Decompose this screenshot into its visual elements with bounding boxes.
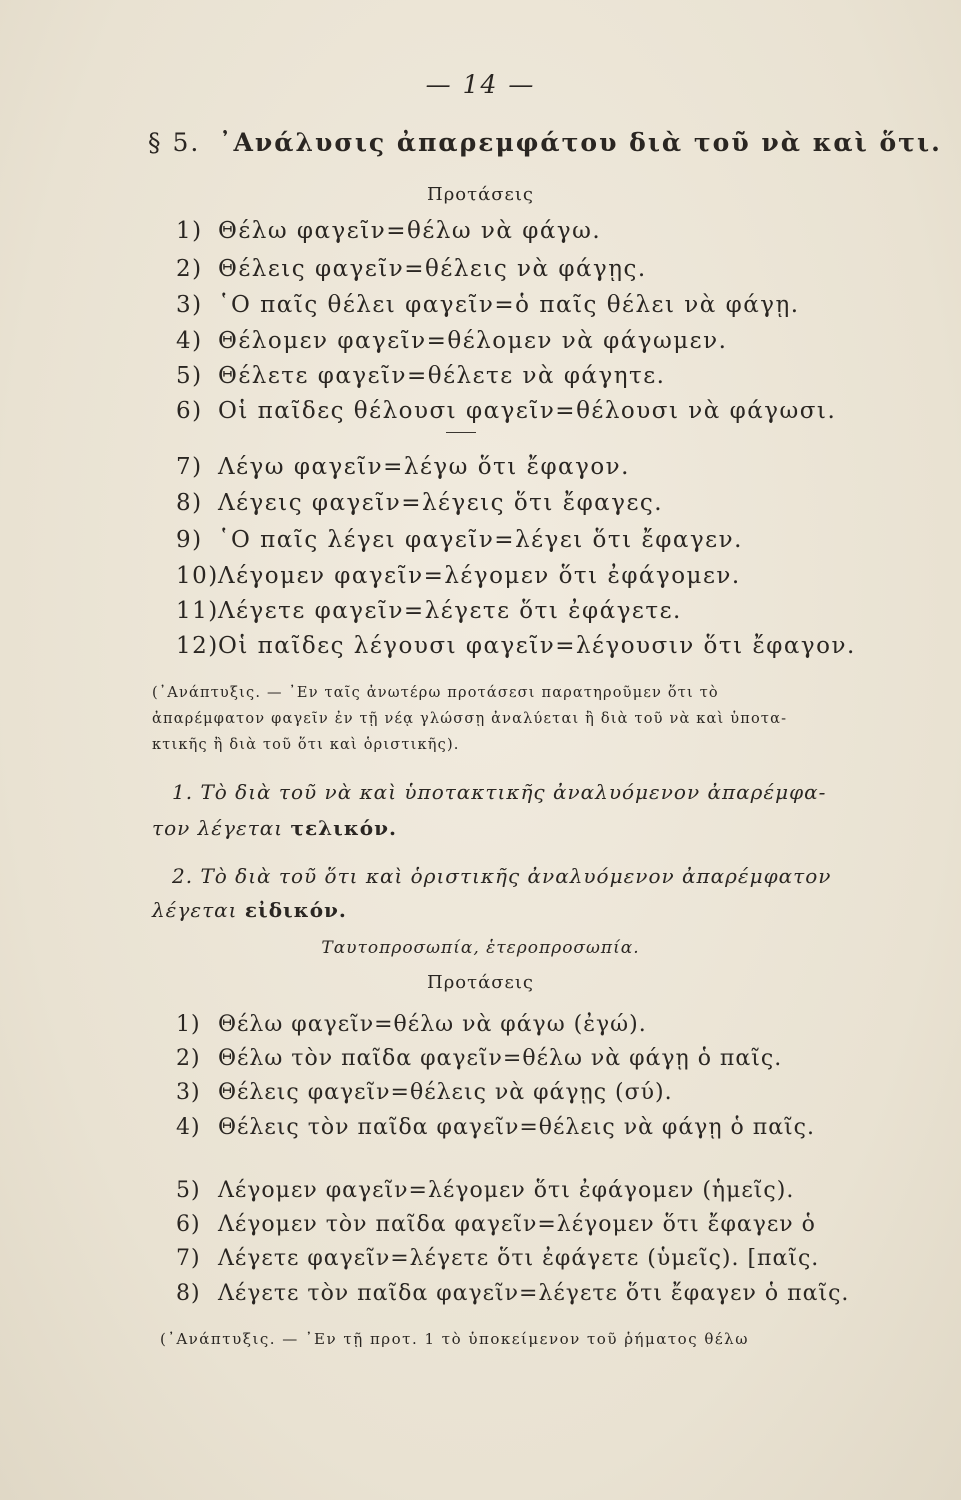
heading-protaseis-2: Προτάσεις (427, 972, 534, 993)
rule-1-line-2: τον λέγεται τελικόν. (152, 816, 397, 840)
sentence-row: 6) Οἱ παῖδες θέλουσι φαγεῖν=θέλουσι νὰ φάγωσι. (176, 398, 837, 424)
sentence-row: 2) Θέλω τὸν παῖδα φαγεῖν=θέλω νὰ φάγῃ ὁ παῖς. (176, 1046, 783, 1071)
sentence-row: 4) Θέλομεν φαγεῖν=θέλομεν νὰ φάγωμεν. (176, 328, 728, 354)
sentence-row: 2) Θέλεις φαγεῖν=θέλεις νὰ φάγῃς. (176, 256, 647, 282)
rule-2-line-1: 2. Τὸ διὰ τοῦ ὅτι καὶ ὁριστικῆς ἀναλυόμενον ἀπαρέμφατον (172, 864, 832, 888)
explanation-line: κτικῆς ἢ διὰ τοῦ ὅτι καὶ ὁριστικῆς). (152, 737, 460, 753)
sentence-row: 8) Λέγετε τὸν παῖδα φαγεῖν=λέγετε ὅτι ἔφαγεν ὁ παῖς. (176, 1281, 850, 1306)
rule-2-line-2: λέγεται εἰδικόν. (152, 898, 347, 922)
page-number: — 14 — (425, 70, 536, 99)
sentence-row: 5) Θέλετε φαγεῖν=θέλετε νὰ φάγητε. (176, 363, 666, 389)
sentence-row: 7) Λέγετε φαγεῖν=λέγετε ὅτι ἐφάγετε (ὑμεῖς). [παῖς. (176, 1246, 820, 1271)
subheading: Ταυτοπροσωπία, ἑτεροπροσωπία. (321, 938, 640, 958)
explanation-line: (᾿Ανάπτυξις. — ᾿Εν ταῖς ἀνωτέρω προτάσεσι παρατηροῦμεν ὅτι τὸ (152, 685, 719, 701)
sentence-row: 7) Λέγω φαγεῖν=λέγω ὅτι ἔφαγον. (176, 454, 630, 480)
explanation-line: ἀπαρέμφατον φαγεῖν ἐν τῇ νέᾳ γλώσσῃ ἀναλύεται ἢ διὰ τοῦ νὰ καὶ ὑποτα- (152, 711, 788, 727)
sentence-row: 1) Θέλω φαγεῖν=θέλω νὰ φάγω. (176, 218, 602, 244)
sentence-row: 3) ῾Ο παῖς θέλει φαγεῖν=ὁ παῖς θέλει νὰ φάγῃ. (176, 292, 800, 318)
separator-dash (446, 432, 476, 433)
sentence-row: 5) Λέγομεν φαγεῖν=λέγομεν ὅτι ἐφάγομεν (ἡμεῖς). (176, 1178, 795, 1203)
explanation-line-bottom: (᾿Ανάπτυξις. — ᾿Εν τῇ προτ. 1 τὸ ὑποκείμενον τοῦ ῥήματος θέλω (160, 1330, 749, 1348)
sentence-row: 11)Λέγετε φαγεῖν=λέγετε ὅτι ἐφάγετε. (176, 598, 682, 624)
rule-1-line-1: 1. Τὸ διὰ τοῦ νὰ καὶ ὑποτακτικῆς ἀναλυόμενον ἀπαρέμφα- (172, 780, 827, 804)
sentence-row: 1) Θέλω φαγεῖν=θέλω νὰ φάγω (ἐγώ). (176, 1012, 647, 1037)
sentence-row: 4) Θέλεις τὸν παῖδα φαγεῖν=θέλεις νὰ φάγῃ ὁ παῖς. (176, 1115, 815, 1140)
sentence-row: 3) Θέλεις φαγεῖν=θέλεις νὰ φάγῃς (σύ). (176, 1080, 673, 1105)
sentence-row: 6) Λέγομεν τὸν παῖδα φαγεῖν=λέγομεν ὅτι ἔφαγεν ὁ (176, 1212, 816, 1237)
sentence-row: 8) Λέγεις φαγεῖν=λέγεις ὅτι ἔφαγες. (176, 490, 664, 516)
section-symbol: § 5. (148, 128, 201, 157)
sentence-row: 9) ῾Ο παῖς λέγει φαγεῖν=λέγει ὅτι ἔφαγεν. (176, 527, 743, 553)
heading-protaseis-1: Προτάσεις (427, 184, 534, 205)
section-title (148, 128, 942, 157)
sentence-row: 10)Λέγομεν φαγεῖν=λέγομεν ὅτι ἐφάγομεν. (176, 563, 741, 589)
section-title-text: ᾿Ανάλυσις ἀπαρεμφάτου διὰ τοῦ νὰ καὶ ὅτι. (219, 128, 942, 157)
sentence-row: 12)Οἱ παῖδες λέγουσι φαγεῖν=λέγουσιν ὅτι ἔφαγον. (176, 633, 856, 659)
